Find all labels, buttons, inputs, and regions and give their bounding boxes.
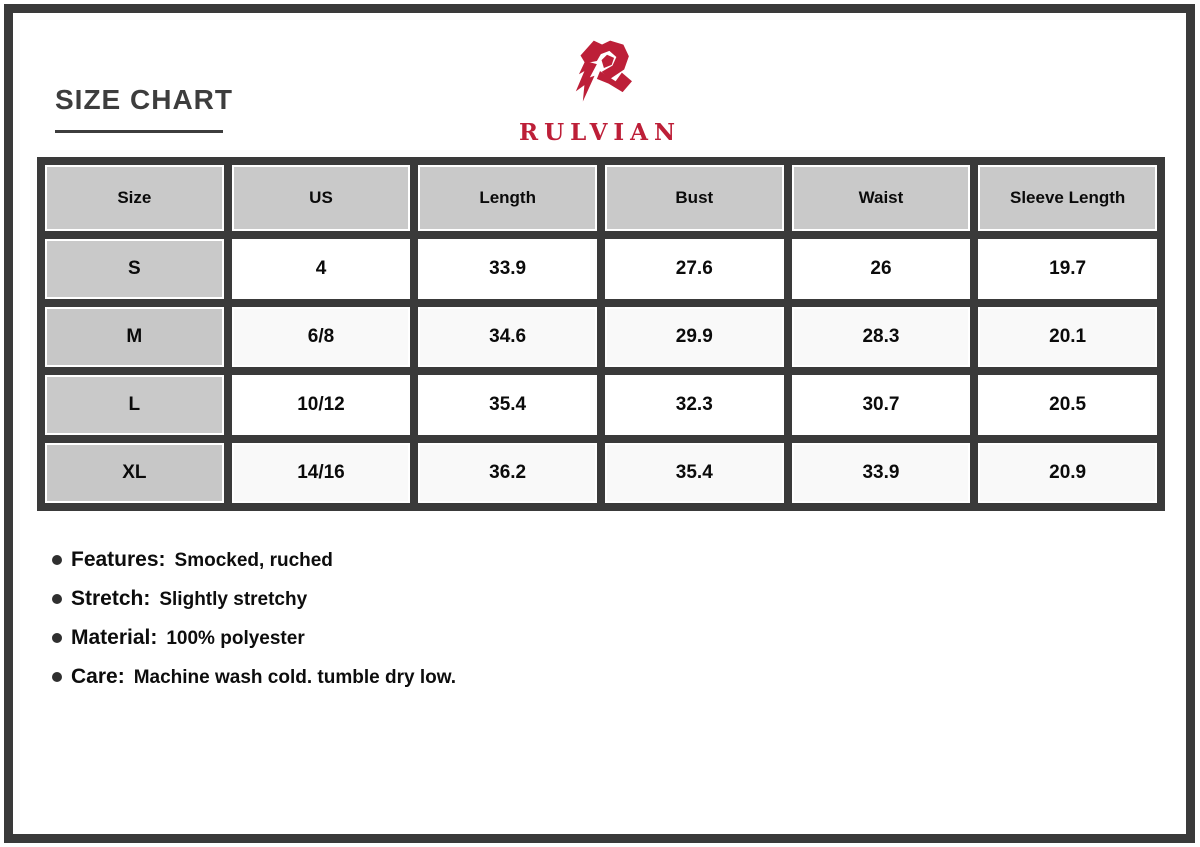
- detail-item-care: [52, 665, 456, 689]
- size-table: [37, 157, 1165, 511]
- column-header-bust: Bust: [605, 165, 784, 231]
- measurement-cell: 6/8: [232, 307, 411, 367]
- size-table-body: [45, 239, 1157, 503]
- detail-label: Features:: [71, 548, 166, 571]
- measurement-cell: 33.9: [418, 239, 597, 299]
- detail-value: Machine wash cold. tumble dry low.: [133, 667, 457, 688]
- measurement-cell: 29.9: [605, 307, 784, 367]
- measurement-cell: 27.6: [605, 239, 784, 299]
- measurement-cell: 4: [232, 239, 411, 299]
- bullet-dot-icon: [52, 594, 62, 604]
- measurement-cell: 34.6: [418, 307, 597, 367]
- detail-label: Care:: [71, 665, 125, 688]
- size-label-cell: L: [45, 375, 224, 435]
- measurement-cell: 10/12: [232, 375, 411, 435]
- column-header-waist: Waist: [792, 165, 971, 231]
- brand-logo: [519, 34, 681, 146]
- bullet-dot-icon: [52, 555, 62, 565]
- size-table-header-row: [45, 165, 1157, 231]
- size-row-m: [45, 307, 1157, 367]
- detail-value: Slightly stretchy: [159, 589, 308, 610]
- column-header-size: Size: [45, 165, 224, 231]
- size-row-xl: [45, 443, 1157, 503]
- size-label-cell: M: [45, 307, 224, 367]
- measurement-cell: 33.9: [792, 443, 971, 503]
- measurement-cell: 36.2: [418, 443, 597, 503]
- brand-logo-block: [0, 34, 1200, 146]
- measurement-cell: 35.4: [418, 375, 597, 435]
- angular-r-monogram-icon: [561, 34, 639, 116]
- page-title: SIZE CHART: [55, 84, 233, 115]
- measurement-cell: 20.1: [978, 307, 1157, 367]
- bullet-dot-icon: [52, 672, 62, 682]
- detail-item-material: [52, 626, 456, 650]
- detail-item-stretch: [52, 587, 456, 611]
- size-label-cell: S: [45, 239, 224, 299]
- detail-label: Material:: [71, 626, 158, 649]
- column-header-length: Length: [418, 165, 597, 231]
- detail-value: 100% polyester: [166, 628, 305, 649]
- measurement-cell: 14/16: [232, 443, 411, 503]
- measurement-cell: 20.9: [978, 443, 1157, 503]
- product-details-list: [52, 548, 456, 704]
- measurement-cell: 19.7: [978, 239, 1157, 299]
- measurement-cell: 32.3: [605, 375, 784, 435]
- measurement-cell: 30.7: [792, 375, 971, 435]
- size-row-s: [45, 239, 1157, 299]
- column-header-us: US: [232, 165, 411, 231]
- brand-wordmark: RULVIAN: [518, 119, 682, 146]
- detail-label: Stretch:: [71, 587, 151, 610]
- measurement-cell: 26: [792, 239, 971, 299]
- size-row-l: [45, 375, 1157, 435]
- size-label-cell: XL: [45, 443, 224, 503]
- measurement-cell: 20.5: [978, 375, 1157, 435]
- detail-item-features: [52, 548, 456, 572]
- column-header-sleeve-length: Sleeve Length: [978, 165, 1157, 231]
- measurement-cell: 35.4: [605, 443, 784, 503]
- measurement-cell: 28.3: [792, 307, 971, 367]
- detail-value: Smocked, ruched: [174, 550, 333, 571]
- size-table-head: [45, 165, 1157, 231]
- bullet-dot-icon: [52, 633, 62, 643]
- size-table-wrap: [37, 157, 1165, 511]
